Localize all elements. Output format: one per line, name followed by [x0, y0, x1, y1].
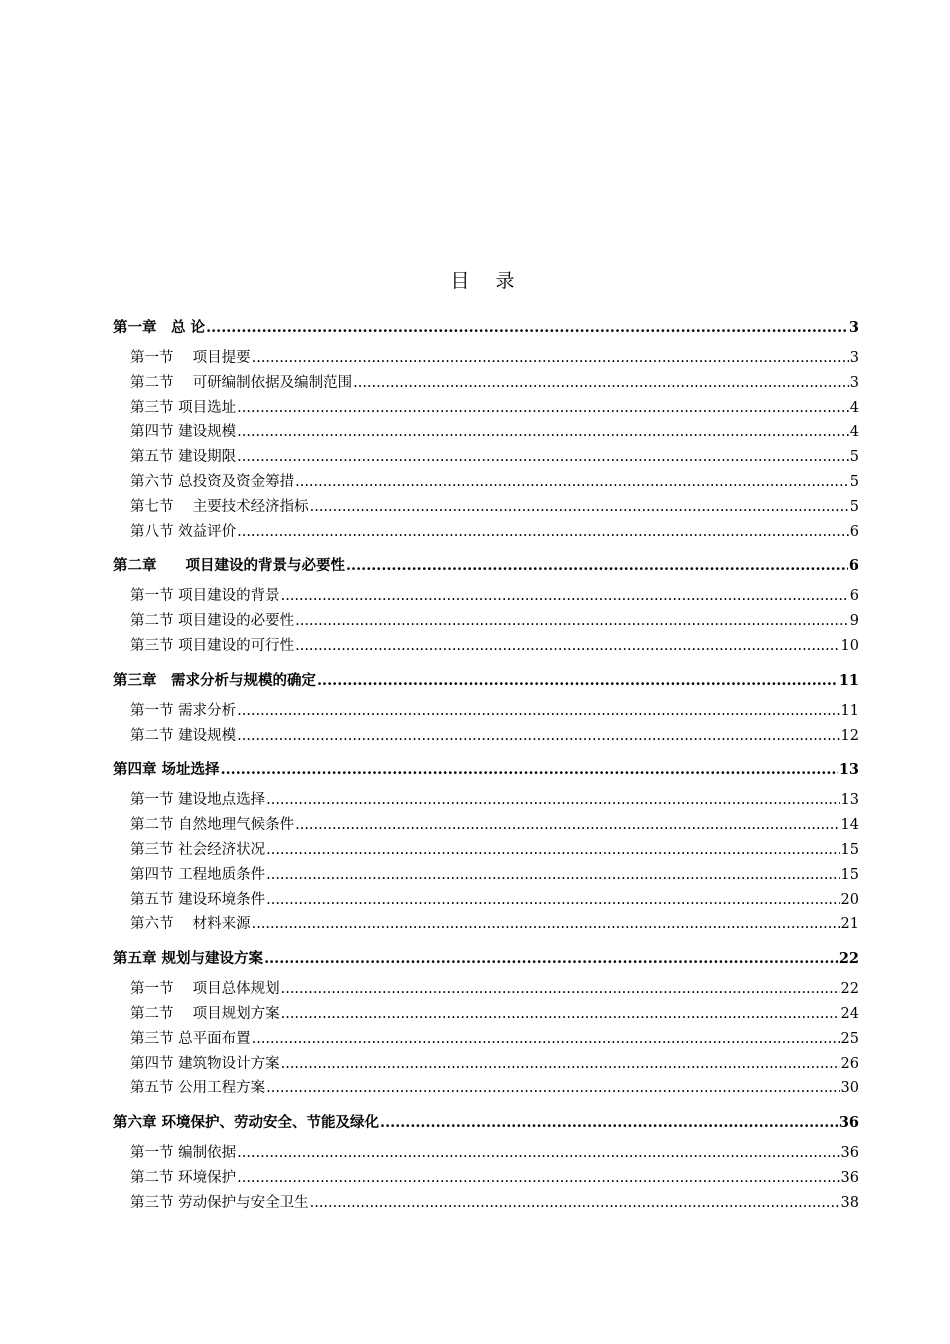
toc-section-entry-page-number: 22 — [840, 981, 859, 998]
toc-chapter-entry-page-number: 13 — [838, 761, 859, 779]
dot-leader — [295, 609, 849, 634]
toc-section-entry-label: 第五节 建设环境条件 — [130, 891, 266, 908]
toc-section-entry[interactable] — [113, 1191, 859, 1216]
dot-leader — [317, 669, 838, 693]
toc-chapter-entry-page-number: 6 — [848, 557, 859, 575]
toc-section-entry[interactable] — [113, 838, 859, 863]
toc-section-entry-label: 第七节 主要技术经济指标 — [130, 498, 309, 515]
toc-chapter-entry-label: 第三章 需求分析与规模的确定 — [113, 671, 316, 689]
dot-leader — [252, 1027, 840, 1052]
toc-section-entry[interactable] — [113, 495, 859, 520]
dot-leader — [266, 888, 839, 913]
dot-leader — [237, 445, 849, 470]
toc-section-entry-page-number: 26 — [840, 1055, 859, 1072]
toc-section-entry-label: 第一节 项目提要 — [130, 350, 251, 366]
toc-section-entry[interactable] — [113, 699, 859, 724]
toc-section-entry-label: 第一节 项目建设的背景 — [130, 588, 280, 605]
toc-section-entry-label: 第三节 项目建设的可行性 — [130, 637, 295, 654]
toc-chapter-entry-page-number: 22 — [838, 950, 859, 968]
toc-section-entry[interactable] — [113, 788, 859, 813]
toc-chapter-entry[interactable] — [113, 554, 859, 578]
toc-chapter-entry-page-number: 36 — [838, 1114, 859, 1132]
toc-section-entry-label: 第二节 可研编制依据及编制范围 — [130, 374, 353, 391]
toc-section-entry-label: 第二节 项目规划方案 — [130, 1005, 280, 1022]
toc-section-entry[interactable] — [113, 1027, 859, 1052]
toc-section-entry[interactable] — [113, 912, 859, 937]
dot-leader — [295, 470, 849, 495]
toc-chapter-entry-label: 第一章 总 论 — [113, 319, 206, 336]
toc-section-entry-label: 第二节 建设规模 — [130, 727, 237, 744]
toc-section-entry-label: 第三节 社会经济状况 — [130, 841, 266, 858]
toc-section-entry-page-number: 36 — [840, 1145, 859, 1162]
toc-section-entry-page-number: 3 — [849, 350, 859, 366]
toc-section-entry-label: 第五节 建设期限 — [130, 449, 237, 466]
toc-section-entry-page-number: 5 — [849, 449, 859, 466]
dot-leader — [295, 813, 839, 838]
dot-leader — [221, 758, 838, 782]
toc-section-entry-label: 第八节 效益评价 — [130, 523, 237, 540]
toc-section-entry[interactable] — [113, 396, 859, 421]
toc-section-entry-label: 第二节 环境保护 — [130, 1169, 237, 1186]
toc-section-entry-page-number: 5 — [849, 473, 859, 490]
toc-section-entry-page-number: 9 — [849, 613, 859, 630]
toc-section-entry-label: 第四节 工程地质条件 — [130, 866, 266, 883]
dot-leader — [266, 863, 839, 888]
dot-leader — [237, 396, 849, 421]
toc-section-entry-page-number: 15 — [840, 866, 859, 883]
toc-chapter-entry-page-number: 3 — [848, 319, 859, 336]
dot-leader — [281, 977, 840, 1002]
toc-section-entry[interactable] — [113, 346, 859, 371]
toc-section-entry-page-number: 36 — [840, 1169, 859, 1186]
dot-leader — [237, 1141, 839, 1166]
dot-leader — [266, 788, 839, 813]
toc-section-entry[interactable] — [113, 1002, 859, 1027]
toc-section-entry-page-number: 4 — [849, 399, 859, 416]
toc-section-entry-page-number: 4 — [849, 424, 859, 441]
toc-section-entry-page-number: 6 — [849, 588, 859, 605]
toc-chapter-entry[interactable] — [113, 1111, 859, 1135]
toc-chapter-entry-label: 第六章 环境保护、劳动安全、节能及绿化 — [113, 1114, 380, 1132]
toc-section-entry[interactable] — [113, 445, 859, 470]
toc-section-entry-page-number: 24 — [840, 1005, 859, 1022]
toc-title: 目 录 — [450, 270, 525, 292]
dot-leader — [266, 838, 839, 863]
toc-section-entry-label: 第三节 项目选址 — [130, 399, 237, 416]
toc-section-entry-page-number: 20 — [840, 891, 859, 908]
dot-leader — [281, 1052, 840, 1077]
toc-section-entry[interactable] — [113, 371, 859, 396]
dot-leader — [252, 912, 840, 937]
dot-leader — [281, 584, 849, 609]
dot-leader — [295, 634, 839, 659]
toc-section-entry[interactable] — [113, 1076, 859, 1101]
dot-leader — [237, 1166, 839, 1191]
toc-section-entry[interactable] — [113, 470, 859, 495]
toc-chapter-entry-label: 第五章 规划与建设方案 — [113, 950, 264, 968]
toc-section-entry-label: 第一节 项目总体规划 — [130, 981, 280, 998]
toc-section-entry-label: 第六节 总投资及资金筹措 — [130, 473, 295, 490]
toc-chapter-entry-label: 第四章 场址选择 — [113, 761, 220, 779]
toc-section-entry-label: 第六节 材料来源 — [130, 916, 251, 933]
toc-section-entry-page-number: 13 — [840, 792, 859, 809]
toc-section-entry-label: 第三节 劳动保护与安全卫生 — [130, 1194, 309, 1211]
dot-leader — [206, 316, 848, 340]
toc-section-entry-page-number: 6 — [849, 523, 859, 540]
toc-section-entry-page-number: 5 — [849, 498, 859, 515]
toc-section-entry[interactable] — [113, 977, 859, 1002]
toc-section-entry[interactable] — [113, 888, 859, 913]
toc-section-entry[interactable] — [113, 420, 859, 445]
toc-section-entry-label: 第四节 建设规模 — [130, 424, 237, 441]
toc-chapter-entry[interactable] — [113, 669, 859, 693]
toc-section-entry-page-number: 11 — [840, 702, 859, 719]
toc-section-entry-label: 第五节 公用工程方案 — [130, 1080, 266, 1097]
toc-section-entry[interactable] — [113, 724, 859, 749]
toc-section-entry-label: 第一节 建设地点选择 — [130, 792, 266, 809]
toc-section-entry[interactable] — [113, 1052, 859, 1077]
toc-section-entry-label: 第四节 建筑物设计方案 — [130, 1055, 280, 1072]
toc-section-entry-label: 第二节 项目建设的必要性 — [130, 613, 295, 630]
dot-leader — [353, 371, 849, 396]
toc-section-entry[interactable] — [113, 813, 859, 838]
toc-section-entry[interactable] — [113, 634, 859, 659]
toc-section-entry[interactable] — [113, 1166, 859, 1191]
dot-leader — [237, 520, 849, 545]
dot-leader — [310, 1191, 840, 1216]
toc-section-entry-label: 第二节 自然地理气候条件 — [130, 817, 295, 834]
dot-leader — [266, 1076, 839, 1101]
toc-section-entry-page-number: 15 — [840, 841, 859, 858]
toc-section-entry[interactable] — [113, 1141, 859, 1166]
toc-chapter-entry-label: 第二章 项目建设的背景与必要性 — [113, 557, 345, 575]
toc-section-entry[interactable] — [113, 863, 859, 888]
dot-leader — [252, 346, 849, 371]
toc-section-entry-page-number: 14 — [840, 817, 859, 834]
toc-section-entry-label: 第三节 总平面布置 — [130, 1030, 251, 1047]
dot-leader — [237, 724, 839, 749]
dot-leader — [310, 495, 849, 520]
toc-section-entry-label: 第一节 需求分析 — [130, 702, 237, 719]
toc-section-entry-page-number: 30 — [840, 1080, 859, 1097]
toc-section-entry-page-number: 25 — [840, 1030, 859, 1047]
dot-leader — [346, 554, 848, 578]
toc-section-entry[interactable] — [113, 584, 859, 609]
table-of-contents — [113, 316, 859, 1216]
toc-section-entry[interactable] — [113, 609, 859, 634]
toc-section-entry-page-number: 3 — [849, 374, 859, 391]
dot-leader — [380, 1111, 838, 1135]
dot-leader — [237, 420, 849, 445]
toc-section-entry-label: 第一节 编制依据 — [130, 1145, 237, 1162]
toc-section-entry-page-number: 21 — [840, 916, 859, 933]
toc-section-entry-page-number: 10 — [840, 637, 859, 654]
toc-chapter-entry[interactable] — [113, 947, 859, 971]
dot-leader — [281, 1002, 840, 1027]
toc-chapter-entry[interactable] — [113, 316, 859, 340]
toc-section-entry[interactable] — [113, 520, 859, 545]
dot-leader — [264, 947, 838, 971]
toc-section-entry-page-number: 38 — [840, 1194, 859, 1211]
dot-leader — [237, 699, 839, 724]
toc-chapter-entry[interactable] — [113, 758, 859, 782]
toc-section-entry-page-number: 12 — [840, 727, 859, 744]
toc-chapter-entry-page-number: 11 — [838, 671, 859, 689]
